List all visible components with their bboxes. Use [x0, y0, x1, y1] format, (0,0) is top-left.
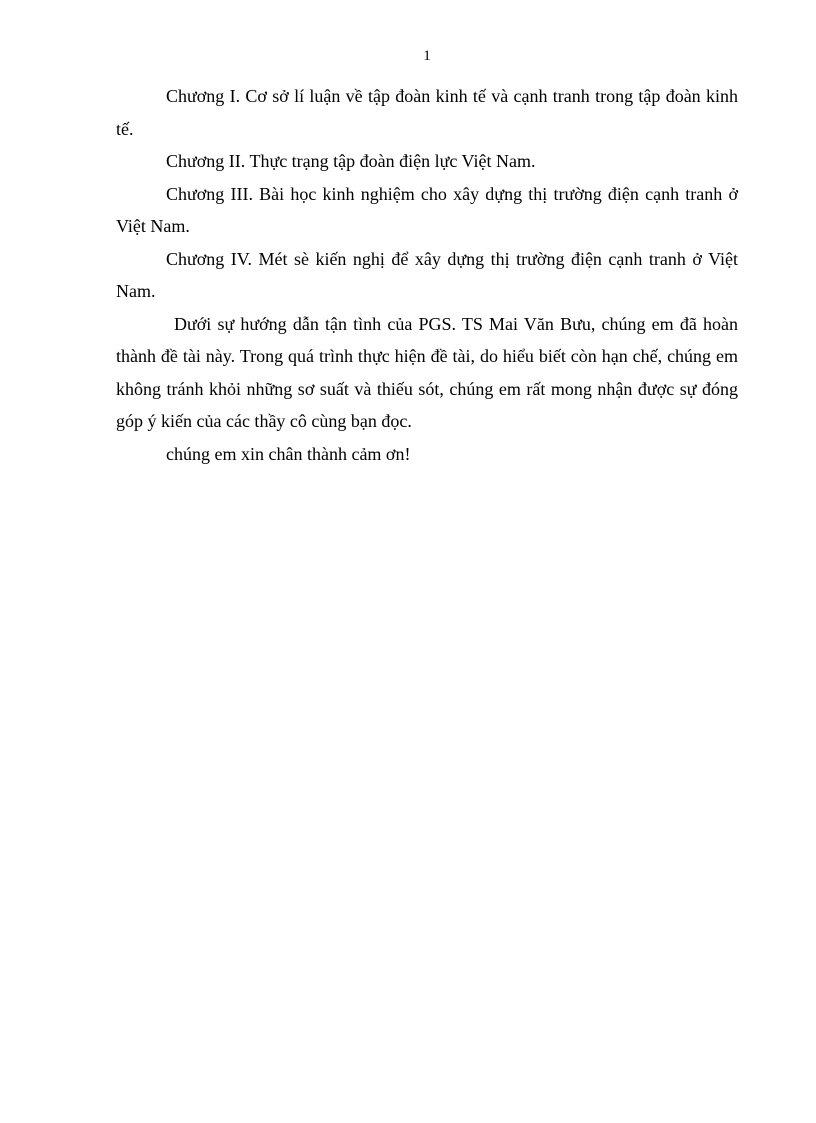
thanks-paragraph: chúng em xin chân thành cảm ơn!	[166, 443, 411, 464]
page-number: 1	[423, 48, 431, 64]
chapter-1-paragraph: Chương I. Cơ sở lí luận về tập đoàn kinh tế và cạnh tranh trong tập đoàn kinh tế.	[116, 86, 738, 139]
chapter-4-paragraph: Chương IV. Mét sè kiến nghị để xây dựng thị trường điện cạnh tranh ở Việt Nam.	[116, 248, 738, 301]
chapter-3-paragraph: Chương III. Bài học kinh nghiệm cho xây dựng thị trường điện cạnh tranh ở Việt Nam.	[116, 183, 738, 236]
chapter-2-paragraph: Chương II. Thực trạng tập đoàn điện lực Việt Nam.	[166, 151, 536, 171]
acknowledgement-paragraph: Dưới sự hướng dẫn tận tình của PGS. TS Mai Văn Bưu, chúng em đã hoàn thành đề tài này. Trong quá trình thực hiện đề tài, do hiểu biết còn hạn chế, chúng em không tránh khỏi những sơ suất và thiếu sót, chúng em rất mong nhận được sự đóng góp ý kiến của các thầy cô cùng bạn đọc.	[116, 313, 738, 431]
document-body	[116, 80, 738, 470]
